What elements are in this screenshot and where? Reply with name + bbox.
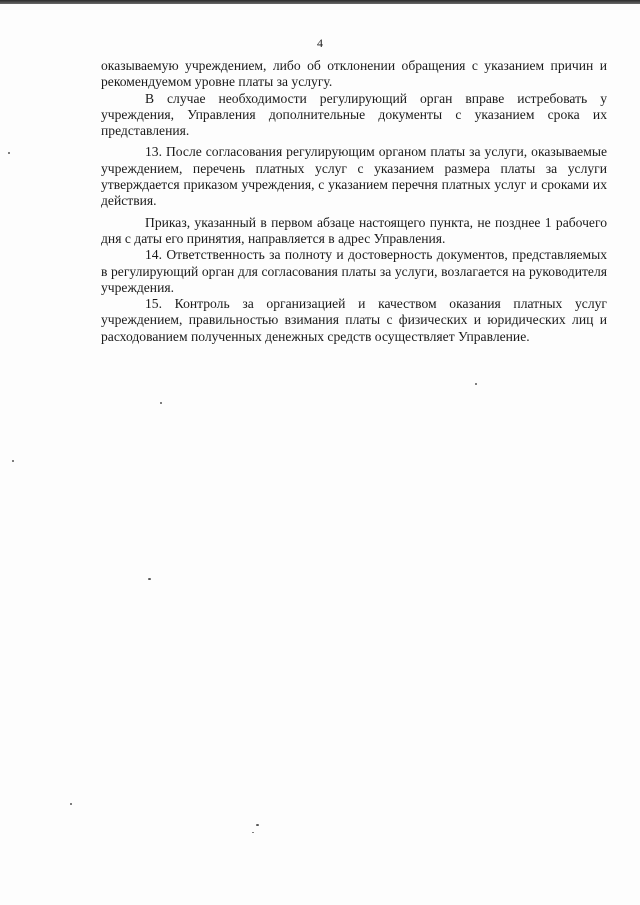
paragraph-order-notice: Приказ, указанный в первом абзаце настоящего пункта, не позднее 1 рабочего дня с даты его принятия, направляется в адрес Управления. (101, 214, 607, 246)
scan-speck (475, 383, 477, 385)
paragraph-continuation: оказываемую учреждением, либо об отклонении обращения с указанием причин и рекомендуемом уровне платы за услугу. (101, 58, 607, 90)
scan-speck (256, 824, 259, 826)
scan-speck (160, 402, 162, 404)
document-body (101, 58, 607, 345)
scan-speck (148, 578, 151, 580)
paragraph-item-14: 14. Ответственность за полноту и достоверность документов, представляемых в регулирующий орган для согласования платы за услуги, возлагается на руководителя учреждения. (101, 247, 607, 295)
scan-speck (70, 803, 72, 805)
scan-top-edge (0, 0, 640, 4)
paragraph-item-15: 15. Контроль за организацией и качеством оказания платных услуг учреждением, правильностью взимания платы с физических и юридических лиц и расходованием полученных денежных средств осуществляет Управление. (101, 296, 607, 344)
paragraph-item-13: 13. После согласования регулирующим органом платы за услуги, оказываемые учреждением, перечень платных услуг с указанием размера платы за услуги утверждается приказом учреждения, с указанием перечня платных услуг и сроками их действия. (101, 144, 607, 209)
page-number: 4 (317, 36, 323, 50)
scan-speck (8, 152, 10, 154)
scan-speck (252, 832, 254, 833)
paragraph-additional-documents: В случае необходимости регулирующий орган вправе истребовать у учреждения, Управления дополнительные документы с указанием срока их представления. (101, 90, 607, 139)
scan-speck (12, 460, 14, 462)
